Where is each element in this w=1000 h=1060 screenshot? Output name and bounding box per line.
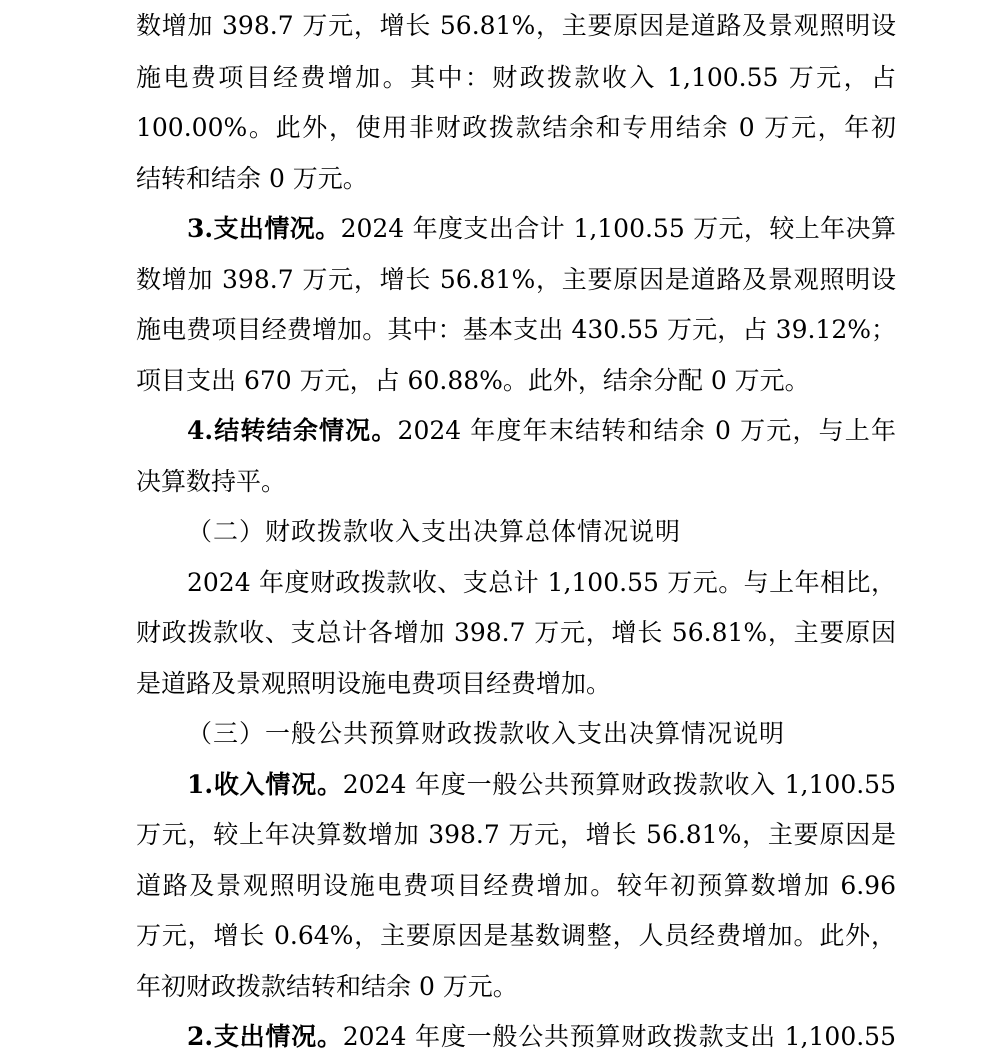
carryover-label: 4.结转结余情况。 [187, 416, 398, 445]
income-line-text: 2024 年度一般公共预算财政拨款收入 1,100.55 [342, 770, 896, 799]
expense-first-line [187, 209, 896, 249]
paragraph-line: 结转和结余 0 万元。 [136, 164, 368, 193]
income-first-line [187, 765, 896, 805]
paragraph-line: 100.00%。此外，使用非财政拨款结余和专用结余 0 万元，年初 [136, 113, 896, 142]
paragraph-line: 年初财政拨款结转和结余 0 万元。 [136, 972, 518, 1001]
paragraph-line: 2024 年度财政拨款收、支总计 1,100.55 万元。与上年相比， [187, 568, 896, 597]
paragraph-line: 项目支出 670 万元，占 60.88%。此外，结余分配 0 万元。 [136, 366, 810, 395]
paragraph-line: 数增加 398.7 万元，增长 56.81%，主要原因是道路及景观照明设 [136, 11, 896, 40]
carryover-line-text: 2024 年度年末结转和结余 0 万元，与上年 [397, 416, 896, 445]
paragraph-line: 是道路及景观照明设施电费项目经费增加。 [136, 669, 612, 698]
section-heading: （二）财政拨款收入支出决算总体情况说明 [187, 517, 682, 546]
paragraph-line: 施电费项目经费增加。其中：基本支出 430.55 万元，占 39.12%； [136, 315, 896, 344]
paragraph-line: 施电费项目经费增加。其中：财政拨款收入 1,100.55 万元，占 [136, 63, 896, 92]
paragraph-line: 数增加 398.7 万元，增长 56.81%，主要原因是道路及景观照明设 [136, 265, 896, 294]
paragraph-line: 财政拨款收、支总计各增加 398.7 万元，增长 56.81%，主要原因 [136, 618, 896, 647]
income-label: 1.收入情况。 [187, 770, 343, 799]
expense-2-first-line [187, 1017, 896, 1057]
paragraph-line: 万元，较上年决算数增加 398.7 万元，增长 56.81%，主要原因是 [136, 820, 896, 849]
paragraph-line: 万元，增长 0.64%，主要原因是基数调整，人员经费增加。此外， [136, 921, 896, 950]
expense-2-label: 2.支出情况。 [187, 1022, 343, 1051]
carryover-first-line [187, 411, 896, 451]
expense-2-line-text: 2024 年度一般公共预算财政拨款支出 1,100.55 [342, 1022, 896, 1051]
expense-line-text: 2024 年度支出合计 1,100.55 万元，较上年决算 [340, 214, 897, 243]
paragraph-line: 决算数持平。 [136, 467, 287, 496]
section-heading: （三）一般公共预算财政拨款收入支出决算情况说明 [187, 719, 786, 748]
expense-label: 3.支出情况。 [187, 214, 341, 243]
paragraph-line: 道路及景观照明设施电费项目经费增加。较年初预算数增加 6.96 [136, 871, 896, 900]
